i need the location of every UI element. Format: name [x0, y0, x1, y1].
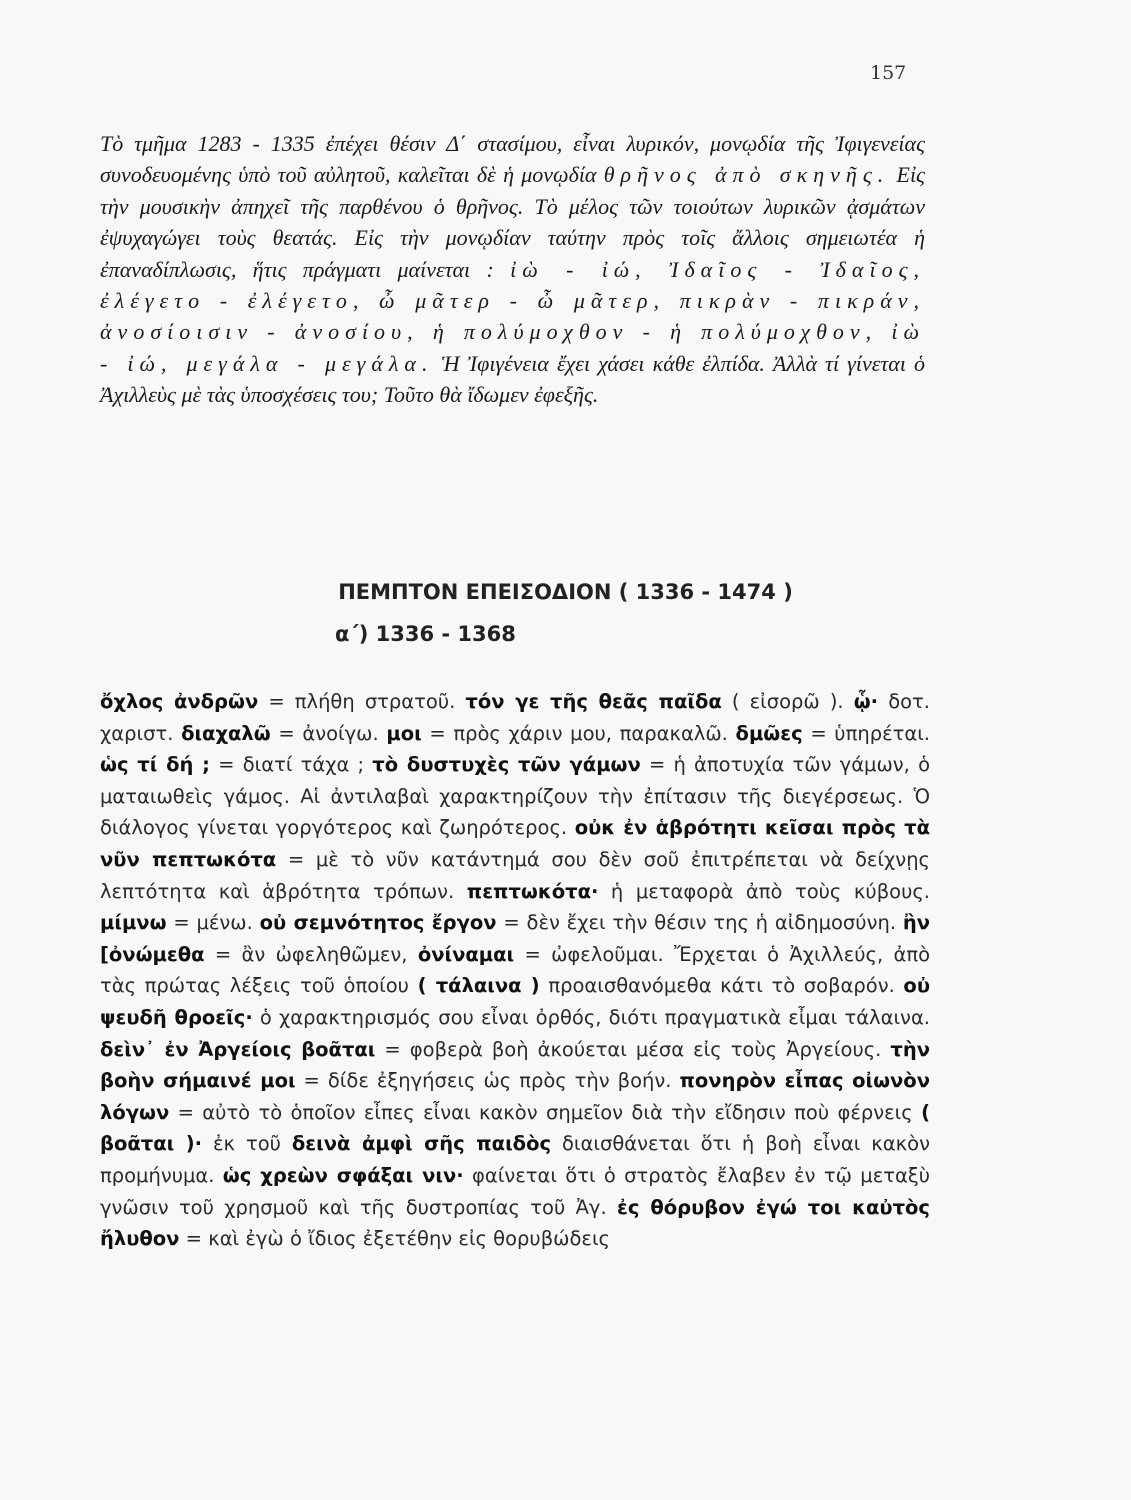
gloss: = αὐτὸ τὸ ὁποῖον εἶπες εἶναι κακὸν σημεῖον διὰ τὴν εἴδησιν ποὺ φέρνεις — [169, 1100, 922, 1124]
gloss: = ἂν ὠφεληθῶμεν, — [204, 942, 418, 966]
intro-paragraph — [100, 128, 925, 411]
subsection-heading: α΄) 1336 - 1368 — [335, 622, 516, 646]
gloss: φαίνεται ὅτι ὁ στρατὸς ἔλαβεν ἐν τῷ μεταξὺ γνῶσιν τοῦ χρησμοῦ καὶ τῆς δυστροπίας τοῦ Ἀγ. — [100, 1163, 930, 1219]
intro-text-3: Ἡ Ἰφιγένεια ἔχει χάσει κάθε ἐλπίδα. Ἀλλὰ τί γίνεται ὁ Ἀχιλλεὺς μὲ τὰς ὑποσχέσεις του; Τοῦτο θὰ ἴδωμεν ἐφεξῆς. — [100, 350, 926, 408]
page-number: 157 — [870, 62, 907, 84]
lemma: ὡς χρεὼν σφάξαι νιν· — [222, 1163, 464, 1187]
gloss: διαισθάνεται ὅτι ἡ βοὴ εἶναι κακὸν προμήνυμα. — [100, 1132, 930, 1187]
lemma: ὀνίναμαι — [417, 942, 515, 966]
lemma: οὐκ ἐν ἁβρότητι κεῖσαι πρὸς τὰ νῦν πεπτωκότα — [100, 816, 930, 871]
gloss: δοτ. χαριστ. — [100, 690, 930, 745]
gloss: = μὲ τὸ νῦν κατάντημά σου δὲν σοῦ ἐπιτρέπεται νὰ δείχνῃς λεπτότητα καὶ ἁβρότητα τρόπων. — [100, 847, 930, 903]
lemma: πεπτωκότα· — [466, 879, 599, 903]
lemma: τὴν βοὴν σήμαινέ μοι — [100, 1037, 931, 1093]
lemma: ( βοᾶται )· — [100, 1100, 930, 1156]
intro-text-2: Εἰς τὴν μουσικὴν ἀπηχεῖ τῆς παρθένου ὁ θρῆνος. Τὸ μέλος τῶν τοιούτων λυρικῶν ᾀσμάτων ἐψυχαγώγει τοὺς θεατάς. Εἰς τὴν μονῳδίαν ταύτην πρὸς τοῖς ἄλλοις σημειωτέα ἡ ἐπαναδίπλωσις, ἥτις πράγματι μαίνεται : — [100, 162, 925, 282]
lemma: ᾧ· — [853, 690, 879, 713]
gloss: = καὶ ἐγὼ ὁ ἴδιος ἐξετέθην εἰς θορυβώδεις — [179, 1227, 610, 1251]
gloss: = δὲν ἔχει τὴν θέσιν της ἡ αἰδημοσύνη. — [496, 911, 903, 935]
lemma: ὡς τί δή ; — [100, 753, 210, 777]
gloss: προαισθανόμεθα κάτι τὸ σοβαρόν. — [539, 974, 904, 998]
gloss: = ὑπηρέται. — [802, 721, 930, 745]
lemma: οὐ ψευδῆ θροεῖς· — [100, 974, 930, 1029]
lemma: τόν γε τῆς θεᾶς παῖδα — [465, 690, 722, 713]
gloss: = πρὸς χάριν μου, παρακαλῶ. — [421, 721, 736, 745]
intro-spaced-1: θρῆνος ἀπὸ σκηνῆς. — [603, 162, 890, 188]
gloss: = δίδε ἐξηγήσεις ὡς πρὸς τὴν βοήν. — [295, 1069, 680, 1093]
lemma: ἐς θόρυβον ἐγώ τοι καὐτὸς ἤλυθον — [100, 1195, 930, 1251]
gloss: = πλήθη στρατοῦ. — [258, 690, 466, 713]
gloss: ἡ μεταφορὰ ἀπὸ τοὺς κύβους. — [598, 879, 930, 903]
gloss: = μένω. — [166, 911, 260, 935]
gloss: ( εἰσορῶ ). — [721, 690, 854, 713]
lemma: δεὶν᾽ ἐν Ἀργείοις βοᾶται — [100, 1037, 376, 1061]
intro-spaced-2: ἰὼ - ἰώ, Ἰδαῖος - Ἰδαῖος, ἐλέγετο - ἐλέγετο, ὦ μᾶτερ - ὦ μᾶτερ, πικρὰν - πικράν, ἀνοσίοισιν - ἀνοσίου, ἡ πολύμοχθον - ἡ πολύμοχθον, ἰὼ - ἰώ, μεγάλα - μεγάλα. — [100, 256, 925, 376]
gloss: ἐκ τοῦ — [202, 1132, 292, 1156]
lemma: διαχαλῶ — [181, 721, 271, 745]
lemma: δμῶες — [735, 721, 803, 745]
intro-text-1: Τὸ τμῆμα 1283 - 1335 ἐπέχει θέσιν Δ΄ στασίμου, εἶναι λυρικόν, μονῳδία τῆς Ἰφιγενείας συνοδευομένης ὑπὸ τοῦ αὐλητοῦ, καλεῖται δὲ ἡ μονῳδία — [100, 131, 925, 188]
lemma: οὐ σεμνότητος ἔργον — [259, 911, 497, 935]
gloss: = ἀνοίγω. — [270, 721, 387, 745]
commentary-paragraph — [100, 686, 930, 1255]
lemma: πονηρὸν εἶπας οἰωνὸν λόγων — [100, 1069, 930, 1124]
gloss: = ἡ ἀποτυχία τῶν γάμων, ὁ ματαιωθεὶς γάμος. Αἱ ἀντιλαβαὶ χαρακτηρίζουν τὴν ἐπίτασιν τῆς διεγέρσεως. Ὁ διάλογος γίνεται γοργότερος καὶ ζωηρότερος. — [100, 753, 931, 840]
lemma: δεινὰ ἀμφὶ σῆς παιδὸς — [291, 1132, 552, 1156]
gloss: ὁ χαρακτηρισμός σου εἶναι ὀρθός, διότι πραγματικὰ εἶμαι τάλαινα. — [252, 1005, 930, 1029]
lemma: ( τάλαινα ) — [417, 974, 540, 998]
lemma: μίμνω — [100, 911, 167, 935]
lemma: τὸ δυστυχὲς τῶν γάμων — [372, 753, 641, 777]
section-heading: ΠΕΜΠΤΟΝ ΕΠΕΙΣΟΔΙΟΝ ( 1336 - 1474 ) — [338, 580, 793, 604]
gloss: = διατί τάχα ; — [209, 753, 373, 777]
lemma: ἢν [ὀνώμεθα — [100, 911, 930, 966]
lemma: ὄχλος ἀνδρῶν — [100, 690, 259, 713]
gloss: = ὠφελοῦμαι. Ἔρχεται ὁ Ἀχιλλεύς, ἀπὸ τὰς πρώτας λέξεις τοῦ ὁποίου — [100, 942, 931, 998]
lemma: μοι — [386, 721, 422, 745]
gloss: = φοβερὰ βοὴ ἀκούεται μέσα εἰς τοὺς Ἀργείους. — [375, 1037, 891, 1061]
